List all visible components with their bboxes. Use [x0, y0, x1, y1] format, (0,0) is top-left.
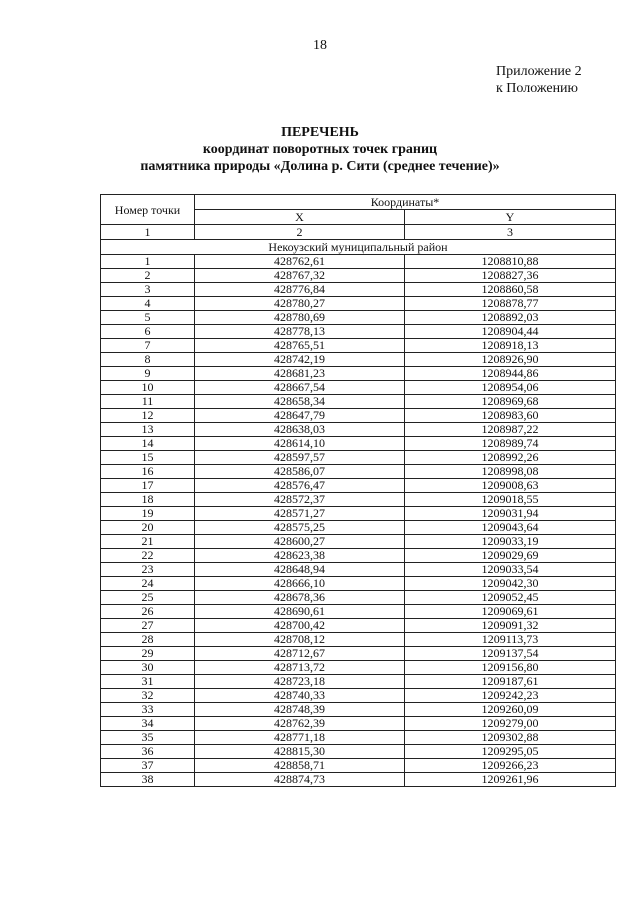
y-coordinate-cell: 1208992,26	[405, 451, 616, 465]
y-coordinate-cell: 1208904,44	[405, 325, 616, 339]
point-number-cell: 22	[101, 549, 195, 563]
table-row	[101, 395, 616, 409]
point-number-cell: 32	[101, 689, 195, 703]
table-row	[101, 521, 616, 535]
appendix-reference	[496, 63, 582, 97]
y-coordinate-cell: 1208926,90	[405, 353, 616, 367]
point-number-cell: 35	[101, 731, 195, 745]
y-coordinate-cell: 1209091,32	[405, 619, 616, 633]
point-number-cell: 38	[101, 773, 195, 787]
x-coordinate-cell: 428778,13	[195, 325, 405, 339]
point-number-cell: 8	[101, 353, 195, 367]
header-point-number: Номер точки	[101, 195, 195, 225]
table-row	[101, 325, 616, 339]
point-number-cell: 5	[101, 311, 195, 325]
point-number-cell: 29	[101, 647, 195, 661]
x-coordinate-cell: 428647,79	[195, 409, 405, 423]
table-row	[101, 591, 616, 605]
x-coordinate-cell: 428658,34	[195, 395, 405, 409]
title-line-1: ПЕРЕЧЕНЬ	[281, 125, 359, 140]
table-row	[101, 507, 616, 521]
column-number-1: 1	[101, 225, 195, 240]
column-number-3: 3	[405, 225, 616, 240]
x-coordinate-cell: 428678,36	[195, 591, 405, 605]
table-row	[101, 731, 616, 745]
column-number-row	[101, 225, 616, 240]
point-number-cell: 19	[101, 507, 195, 521]
y-coordinate-cell: 1209137,54	[405, 647, 616, 661]
table-row	[101, 437, 616, 451]
table-row	[101, 563, 616, 577]
table-row	[101, 717, 616, 731]
table-row	[101, 703, 616, 717]
table-row	[101, 773, 616, 787]
point-number-cell: 27	[101, 619, 195, 633]
table-row	[101, 479, 616, 493]
y-coordinate-cell: 1208827,36	[405, 269, 616, 283]
table-row	[101, 759, 616, 773]
y-coordinate-cell: 1209261,96	[405, 773, 616, 787]
x-coordinate-cell: 428815,30	[195, 745, 405, 759]
table-row	[101, 605, 616, 619]
table-row	[101, 647, 616, 661]
y-coordinate-cell: 1209052,45	[405, 591, 616, 605]
header-y: Y	[405, 210, 616, 225]
table-row	[101, 451, 616, 465]
table-row	[101, 549, 616, 563]
district-name: Некоузский муниципальный район	[101, 240, 616, 255]
x-coordinate-cell: 428767,32	[195, 269, 405, 283]
table-row	[101, 409, 616, 423]
x-coordinate-cell: 428712,67	[195, 647, 405, 661]
y-coordinate-cell: 1208878,77	[405, 297, 616, 311]
y-coordinate-cell: 1208860,58	[405, 283, 616, 297]
x-coordinate-cell: 428623,38	[195, 549, 405, 563]
x-coordinate-cell: 428700,42	[195, 619, 405, 633]
y-coordinate-cell: 1208983,60	[405, 409, 616, 423]
table-row	[101, 381, 616, 395]
y-coordinate-cell: 1208987,22	[405, 423, 616, 437]
document-title	[0, 124, 640, 175]
x-coordinate-cell: 428780,69	[195, 311, 405, 325]
x-coordinate-cell: 428742,19	[195, 353, 405, 367]
table-row	[101, 689, 616, 703]
coordinates-table-body	[101, 195, 616, 787]
x-coordinate-cell: 428666,10	[195, 577, 405, 591]
y-coordinate-cell: 1208998,08	[405, 465, 616, 479]
table-row	[101, 619, 616, 633]
x-coordinate-cell: 428638,03	[195, 423, 405, 437]
table-row	[101, 745, 616, 759]
y-coordinate-cell: 1208944,86	[405, 367, 616, 381]
point-number-cell: 23	[101, 563, 195, 577]
appendix-line-2: к Положению	[496, 81, 579, 96]
y-coordinate-cell: 1208954,06	[405, 381, 616, 395]
y-coordinate-cell: 1209043,64	[405, 521, 616, 535]
point-number-cell: 20	[101, 521, 195, 535]
y-coordinate-cell: 1208810,88	[405, 255, 616, 269]
table-row	[101, 465, 616, 479]
point-number-cell: 25	[101, 591, 195, 605]
point-number-cell: 9	[101, 367, 195, 381]
point-number-cell: 13	[101, 423, 195, 437]
table-row	[101, 675, 616, 689]
point-number-cell: 18	[101, 493, 195, 507]
table-row	[101, 311, 616, 325]
y-coordinate-cell: 1209113,73	[405, 633, 616, 647]
y-coordinate-cell: 1209042,30	[405, 577, 616, 591]
x-coordinate-cell: 428572,37	[195, 493, 405, 507]
x-coordinate-cell: 428776,84	[195, 283, 405, 297]
y-coordinate-cell: 1208892,03	[405, 311, 616, 325]
table-row	[101, 535, 616, 549]
point-number-cell: 36	[101, 745, 195, 759]
y-coordinate-cell: 1209260,09	[405, 703, 616, 717]
point-number-cell: 14	[101, 437, 195, 451]
x-coordinate-cell: 428723,18	[195, 675, 405, 689]
table-row	[101, 283, 616, 297]
x-coordinate-cell: 428597,57	[195, 451, 405, 465]
x-coordinate-cell: 428762,39	[195, 717, 405, 731]
appendix-line-1: Приложение 2	[496, 64, 582, 79]
x-coordinate-cell: 428780,27	[195, 297, 405, 311]
x-coordinate-cell: 428740,33	[195, 689, 405, 703]
x-coordinate-cell: 428713,72	[195, 661, 405, 675]
table-row	[101, 367, 616, 381]
x-coordinate-cell: 428858,71	[195, 759, 405, 773]
point-number-cell: 4	[101, 297, 195, 311]
title-line-3: памятника природы «Долина р. Сити (среднее течение)»	[140, 159, 500, 174]
y-coordinate-cell: 1209029,69	[405, 549, 616, 563]
table-row	[101, 633, 616, 647]
table-row	[101, 297, 616, 311]
point-number-cell: 26	[101, 605, 195, 619]
x-coordinate-cell: 428571,27	[195, 507, 405, 521]
x-coordinate-cell: 428667,54	[195, 381, 405, 395]
x-coordinate-cell: 428708,12	[195, 633, 405, 647]
point-number-cell: 17	[101, 479, 195, 493]
table-row	[101, 269, 616, 283]
y-coordinate-cell: 1209302,88	[405, 731, 616, 745]
x-coordinate-cell: 428648,94	[195, 563, 405, 577]
point-number-cell: 15	[101, 451, 195, 465]
table-row	[101, 255, 616, 269]
point-number-cell: 31	[101, 675, 195, 689]
point-number-cell: 24	[101, 577, 195, 591]
x-coordinate-cell: 428771,18	[195, 731, 405, 745]
x-coordinate-cell: 428765,51	[195, 339, 405, 353]
x-coordinate-cell: 428748,39	[195, 703, 405, 717]
point-number-cell: 10	[101, 381, 195, 395]
y-coordinate-cell: 1209033,19	[405, 535, 616, 549]
point-number-cell: 3	[101, 283, 195, 297]
x-coordinate-cell: 428690,61	[195, 605, 405, 619]
district-row	[101, 240, 616, 255]
column-number-2: 2	[195, 225, 405, 240]
x-coordinate-cell: 428600,27	[195, 535, 405, 549]
point-number-cell: 37	[101, 759, 195, 773]
x-coordinate-cell: 428586,07	[195, 465, 405, 479]
y-coordinate-cell: 1208969,68	[405, 395, 616, 409]
point-number-cell: 12	[101, 409, 195, 423]
x-coordinate-cell: 428874,73	[195, 773, 405, 787]
point-number-cell: 2	[101, 269, 195, 283]
point-number-cell: 11	[101, 395, 195, 409]
title-line-2: координат поворотных точек границ	[202, 142, 438, 157]
y-coordinate-cell: 1209018,55	[405, 493, 616, 507]
y-coordinate-cell: 1209033,54	[405, 563, 616, 577]
x-coordinate-cell: 428576,47	[195, 479, 405, 493]
table-row	[101, 661, 616, 675]
y-coordinate-cell: 1208989,74	[405, 437, 616, 451]
table-row	[101, 339, 616, 353]
y-coordinate-cell: 1209187,61	[405, 675, 616, 689]
y-coordinate-cell: 1209279,00	[405, 717, 616, 731]
point-number-cell: 7	[101, 339, 195, 353]
y-coordinate-cell: 1209266,23	[405, 759, 616, 773]
y-coordinate-cell: 1209156,80	[405, 661, 616, 675]
y-coordinate-cell: 1209295,05	[405, 745, 616, 759]
y-coordinate-cell: 1208918,13	[405, 339, 616, 353]
header-x: X	[195, 210, 405, 225]
point-number-cell: 21	[101, 535, 195, 549]
y-coordinate-cell: 1209008,63	[405, 479, 616, 493]
point-number-cell: 6	[101, 325, 195, 339]
point-number-cell: 30	[101, 661, 195, 675]
point-number-cell: 28	[101, 633, 195, 647]
page-number: 18	[313, 38, 327, 53]
x-coordinate-cell: 428762,61	[195, 255, 405, 269]
x-coordinate-cell: 428681,23	[195, 367, 405, 381]
x-coordinate-cell: 428575,25	[195, 521, 405, 535]
y-coordinate-cell: 1209242,23	[405, 689, 616, 703]
header-row	[101, 195, 616, 210]
point-number-cell: 33	[101, 703, 195, 717]
y-coordinate-cell: 1209069,61	[405, 605, 616, 619]
y-coordinate-cell: 1209031,94	[405, 507, 616, 521]
table-row	[101, 353, 616, 367]
table-row	[101, 493, 616, 507]
x-coordinate-cell: 428614,10	[195, 437, 405, 451]
point-number-cell: 34	[101, 717, 195, 731]
table-row	[101, 577, 616, 591]
point-number-cell: 1	[101, 255, 195, 269]
table-row	[101, 423, 616, 437]
coordinates-table	[100, 194, 616, 787]
header-coordinates: Координаты*	[195, 195, 616, 210]
point-number-cell: 16	[101, 465, 195, 479]
